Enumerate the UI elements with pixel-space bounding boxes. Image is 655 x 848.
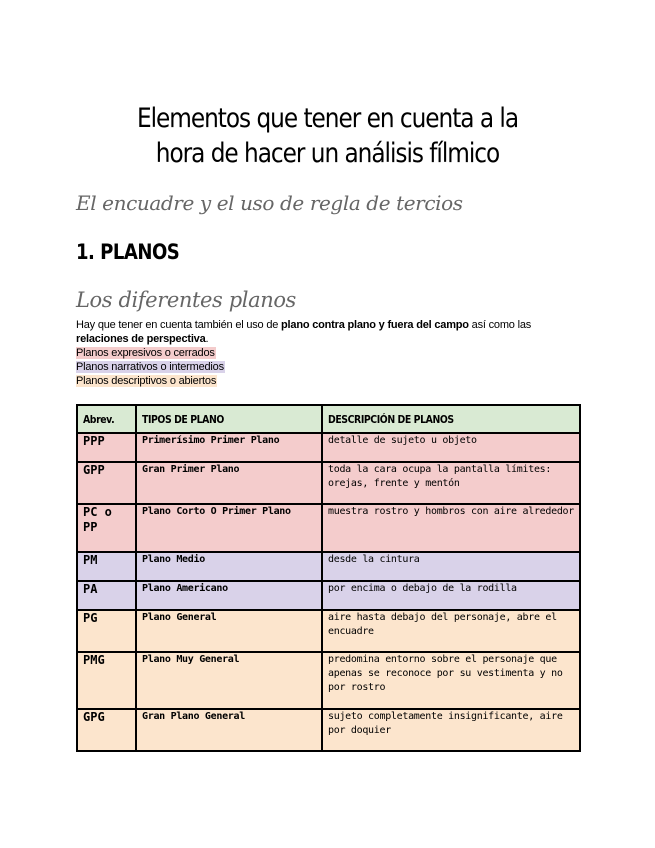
cell-desc: predomina entorno sobre el personaje que apenas se reconoce por su vestimenta y no por rostro	[322, 652, 580, 709]
header-abbr: Abrev.	[77, 405, 136, 433]
cell-desc: sujeto completamente insignificante, aire por doquier	[322, 709, 580, 751]
cell-desc: detalle de sujeto u objeto	[322, 433, 580, 462]
cell-abbr: PM	[77, 552, 136, 581]
cell-abbr: PPP	[77, 433, 136, 462]
cell-desc: muestra rostro y hombros con aire alrededor	[322, 504, 580, 552]
cell-abbr: PA	[77, 581, 136, 610]
paragraph-text: Hay que tener en cuenta también el uso de	[76, 319, 282, 331]
cell-abbr: GPG	[77, 709, 136, 751]
cell-type: Gran Plano General	[136, 709, 322, 751]
paragraph-bold-text: plano contra plano y fuera del campo	[281, 319, 469, 331]
cell-abbr: GPP	[77, 462, 136, 504]
table-row	[77, 709, 580, 751]
intro-paragraph	[76, 318, 576, 346]
legend-narrative	[76, 360, 225, 374]
table-row	[77, 433, 580, 462]
legend-descriptive	[76, 374, 217, 388]
cell-desc: aire hasta debajo del personaje, abre el encuadre	[322, 610, 580, 652]
cell-type: Gran Primer Plano	[136, 462, 322, 504]
table-row	[77, 462, 580, 504]
cell-type: Plano Americano	[136, 581, 322, 610]
cell-type: Primerísimo Primer Plano	[136, 433, 322, 462]
cell-abbr: PMG	[77, 652, 136, 709]
cell-abbr: PC o PP	[77, 504, 136, 552]
document-subtitle: El encuadre y el uso de regla de tercios	[76, 191, 463, 215]
table-row	[77, 552, 580, 581]
section-heading: 1. PLANOS	[76, 240, 180, 264]
legend-descriptive-label: Planos descriptivos o abiertos	[76, 375, 217, 387]
cell-type: Plano General	[136, 610, 322, 652]
legend-expressive	[76, 346, 216, 360]
header-type: TIPOS DE PLANO	[136, 405, 322, 433]
legend-expressive-label: Planos expresivos o cerrados	[76, 347, 215, 359]
document-title: Elementos que tener en cuenta a la hora de hacer un análisis fílmico	[136, 103, 519, 169]
table-row	[77, 581, 580, 610]
legend-narrative-label: Planos narrativos o intermedios	[76, 361, 224, 373]
paragraph-bold-text: relaciones de perspectiva	[76, 333, 206, 345]
table-header-row	[77, 405, 580, 433]
cell-desc: toda la cara ocupa la pantalla límites: orejas, frente y mentón	[322, 462, 580, 504]
cell-desc: por encima o debajo de la rodilla	[322, 581, 580, 610]
table-row	[77, 504, 580, 552]
planes-table	[76, 404, 581, 752]
cell-type: Plano Corto O Primer Plano	[136, 504, 322, 552]
cell-type: Plano Muy General	[136, 652, 322, 709]
cell-desc: desde la cintura	[322, 552, 580, 581]
paragraph-text: .	[205, 333, 209, 345]
cell-abbr: PG	[77, 610, 136, 652]
cell-type: Plano Medio	[136, 552, 322, 581]
table-row	[77, 652, 580, 709]
subsection-heading: Los diferentes planos	[76, 288, 296, 312]
paragraph-text: así como las	[468, 319, 532, 331]
table-row	[77, 610, 580, 652]
header-desc: DESCRIPCIÓN DE PLANOS	[322, 405, 580, 433]
